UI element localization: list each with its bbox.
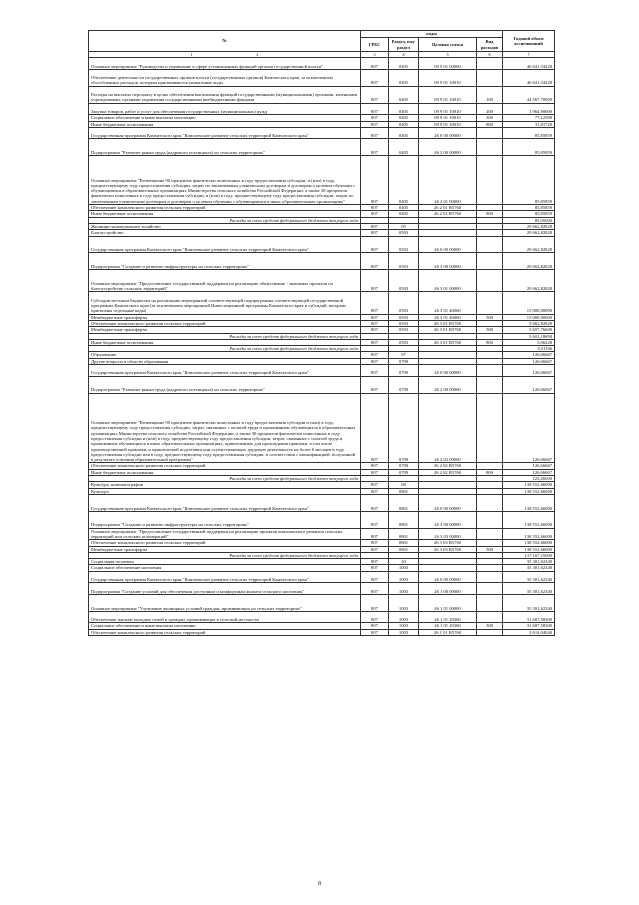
budget-table-body	[89, 52, 555, 636]
row-grbs: 807	[361, 211, 389, 217]
row-name: Государственная программа Камчатского края "Комплексное развитие сельских территорий Камчатского края"	[89, 365, 361, 377]
row-section: 0503	[389, 327, 419, 333]
row-target: 26 3 03 R5760	[419, 546, 477, 552]
colnum-2: 2	[256, 52, 259, 57]
colnum-6: 6	[477, 52, 503, 58]
row-sum: 85,00000	[503, 217, 555, 223]
row-sum: 85,85859	[503, 139, 555, 156]
colnum-4: 4	[389, 52, 419, 58]
row-name: Основное мероприятие "Возмещение 90 процентов фактически понесенных в году предоставления субсидии и (или) в году, предшествующему году предоставления субсидии, затрат, связанных с оплатой труда и проживанием обучающихся в образовательных организациях Министерства сельского хозяйства Российской Федерации, а также 30 процентов фактически понесенных в году предоставления субсидии и (или) в году, предшествующему году предоставления субсидии, затрат, связанных с оплатой труда и проживанием обучающихся в иных образовательных организациях, привлеченных для прохождения практики, в том числе производственной практики, и практической подготовки или осуществляющих трудовую деятельность не более 6 месяцев в году предоставления субсидии или в году, предшествующему году предоставления субсидии, в соответствии с квалификацией, полученной в результате освоения образовательной программы"	[89, 393, 361, 463]
row-name: Обеспечение комплексного развития сельских территорий	[89, 320, 361, 326]
table-row	[89, 629, 555, 635]
row-sum: 20 662,82828	[503, 230, 555, 236]
row-name: Иные бюджетные ассигнования	[89, 121, 361, 127]
row-name: Обеспечение жильем молодых семей и граждан, проживающих в сельской местности	[89, 611, 361, 623]
row-sum: 5 662,82828	[503, 320, 555, 326]
row-sum: 138 552,66000	[503, 511, 555, 528]
row-grbs: 807	[361, 469, 389, 475]
table-row	[89, 594, 555, 611]
row-sum: 126,66667	[503, 463, 555, 469]
row-grbs: 807	[361, 528, 389, 540]
row-section: 0503	[389, 339, 419, 345]
row-sum: 35 301,62340	[503, 583, 555, 595]
row-exptype: 100	[477, 86, 503, 103]
table-row	[89, 292, 555, 314]
row-exptype: 800	[477, 469, 503, 475]
row-grbs: 807	[361, 546, 389, 552]
row-sum: 126,66667	[503, 393, 555, 463]
row-section: 0503	[389, 253, 419, 270]
row-grbs: 807	[361, 583, 389, 595]
row-section: 0503	[389, 292, 419, 314]
row-target: 26 2 00 00000	[419, 376, 477, 393]
row-section: 1003	[389, 571, 419, 583]
row-exptype	[477, 511, 503, 528]
header-target: Целевая статья	[419, 38, 477, 52]
row-sum: 138 552,66000	[503, 540, 555, 546]
row-target: 09 9 01 10010	[419, 103, 477, 115]
row-name: Расходы за счет средств федерального бюджета текущего года	[89, 476, 361, 482]
row-target: 26 3 01 R5760	[419, 327, 477, 333]
row-exptype: 800	[477, 211, 503, 217]
row-name: Государственная программа Камчатского края "Комплексное развитие сельских территорий Камчатского края"	[89, 236, 361, 253]
header-name: №	[89, 31, 361, 52]
row-name: Субсидии местным бюджетам на реализацию мероприятий соответствующей подпрограммы соответствующей государственной программы Камчатского края (за исключением мероприятий Инвестиционной программы Камчатского края и субсидий, которым присвоены отдельные коды)	[89, 292, 361, 314]
row-grbs: 807	[361, 376, 389, 393]
row-grbs: 807	[361, 327, 389, 333]
header-section: Раздел, под-раздел	[389, 38, 419, 52]
row-name: Расходы за счет средств федерального бюджета текущего года	[89, 217, 361, 223]
row-sum: 31 687,58300	[503, 623, 555, 629]
row-name: Расходы за счет средств федерального бюджета текущего года	[89, 346, 361, 352]
row-section: 0405	[389, 86, 419, 103]
row-section: 0709	[389, 358, 419, 364]
row-grbs: 807	[361, 623, 389, 629]
header-grbs: ГРБС	[361, 38, 389, 52]
row-exptype: 300	[477, 623, 503, 629]
table-row	[89, 393, 555, 463]
row-grbs: 807	[361, 121, 389, 127]
row-sum: 31 687,58300	[503, 611, 555, 623]
row-section: 0405	[389, 205, 419, 211]
row-name: Закупка товаров, работ и услуг для обеспечения государственных (муниципальных) нужд	[89, 103, 361, 115]
row-exptype	[477, 139, 503, 156]
row-target: 26 2 02 R5760	[419, 463, 477, 469]
row-sum: 85,85859	[503, 205, 555, 211]
row-target: 26 0 00 00000	[419, 365, 477, 377]
row-target: 26 1 01 20360	[419, 611, 477, 623]
row-grbs: 807	[361, 230, 389, 236]
row-grbs: 807	[361, 320, 389, 326]
row-name: Социальное обеспечение и иные выплаты населению	[89, 115, 361, 121]
row-grbs: 807	[361, 494, 389, 511]
row-exptype: 500	[477, 546, 503, 552]
table-row	[89, 86, 555, 103]
row-sum: 126,66667	[503, 352, 555, 358]
row-sum: 35 301,62340	[503, 594, 555, 611]
row-grbs: 807	[361, 236, 389, 253]
row-target: 26 2 00 00000	[419, 139, 477, 156]
row-exptype	[477, 594, 503, 611]
table-row	[89, 270, 555, 292]
row-section: 0503	[389, 270, 419, 292]
row-target: 09 9 01 00000	[419, 58, 477, 70]
row-sum: 126,66667	[503, 469, 555, 475]
row-section: 1003	[389, 623, 419, 629]
row-name: Иные бюджетные ассигнования	[89, 211, 361, 217]
row-sum: 138 552,66000	[503, 546, 555, 552]
row-grbs: 807	[361, 253, 389, 270]
row-section: 0801	[389, 540, 419, 546]
row-section: 1003	[389, 583, 419, 595]
row-exptype	[477, 583, 503, 595]
row-grbs: 807	[361, 482, 389, 488]
row-exptype: 200	[477, 103, 503, 115]
row-name: Основное мероприятие "Предоставление государственной поддержки на реализацию общественно - значимых проектов по благоустройству сельских территорий"	[89, 270, 361, 292]
row-name: Расходы за счет средств федерального бюджета текущего года	[89, 333, 361, 339]
row-section: 0709	[389, 469, 419, 475]
header-volume: Годовой объем ассигнований	[503, 31, 555, 52]
row-target: 26 2 01 R5760	[419, 205, 477, 211]
row-grbs: 807	[361, 358, 389, 364]
row-sum: 20 662,82828	[503, 270, 555, 292]
row-exptype	[477, 571, 503, 583]
row-exptype	[477, 611, 503, 623]
row-sum: 20 662,82828	[503, 236, 555, 253]
row-section: 0405	[389, 211, 419, 217]
row-name: Обеспечение комплексного развития сельских территорий	[89, 540, 361, 546]
row-name: Подпрограмма "Создание и развитие инфраструктуры на сельских территориях"	[89, 511, 361, 528]
row-name: Образование	[89, 352, 361, 358]
row-sum: 35 301,62340	[503, 571, 555, 583]
row-name: Культура	[89, 488, 361, 494]
table-row	[89, 103, 555, 115]
row-sum: 35 301,62340	[503, 565, 555, 571]
row-name: Межбюджетные трансферты	[89, 314, 361, 320]
row-target: 26 2 01 R5760	[419, 211, 477, 217]
row-section: 0405	[389, 115, 419, 121]
row-target: 09 9 01 10010	[419, 115, 477, 121]
row-exptype	[477, 69, 503, 86]
table-row	[89, 139, 555, 156]
row-target: 26 0 00 00000	[419, 571, 477, 583]
row-exptype	[477, 528, 503, 540]
row-grbs: 807	[361, 393, 389, 463]
row-section: 0709	[389, 393, 419, 463]
row-section: 0405	[389, 121, 419, 127]
row-name: Основное мероприятие "Руководство и управление в сфере установленных функций органов государственной власти"	[89, 58, 361, 70]
row-sum: 31,81720	[503, 121, 555, 127]
table-row	[89, 127, 555, 139]
row-target: 26 3 01 R5760	[419, 339, 477, 345]
row-name: Обеспечение комплексного развития сельских территорий	[89, 463, 361, 469]
row-section: 0801	[389, 546, 419, 552]
row-sum: 138 552,66000	[503, 482, 555, 488]
table-row	[89, 253, 555, 270]
page-number: 8	[318, 881, 321, 887]
row-exptype	[477, 270, 503, 292]
row-exptype: 500	[477, 327, 503, 333]
row-section: 0405	[389, 156, 419, 205]
row-sum: 125,40000	[503, 476, 555, 482]
row-name: Государственная программа Камчатского края "Комплексное развитие сельских территорий Камчатского края"	[89, 571, 361, 583]
row-name: Основное мероприятие "Возмещение 90 процентов фактически понесенных в году предоставления субсидии, и (или) в году, предшествующему году предоставления субсидии, затрат по заключенным ученическим договорам и договорам о целевом обучении с обучающимися в образовательных организациях Министерства сельского хозяйства Российской Федерации, а также 30 процентов фактически понесенных в году предоставления субсидии, и (или) в году, предшествующему году предоставления субсидии, затрат по заключенным ученическим договорам и договорам о целевом обучении с обучающимися в иных образовательных организациях"	[89, 156, 361, 205]
row-grbs: 807	[361, 559, 389, 565]
row-exptype: 800	[477, 121, 503, 127]
row-target: 26 1 01 00000	[419, 594, 477, 611]
row-exptype	[477, 292, 503, 314]
row-exptype	[477, 494, 503, 511]
row-sum: 138 552,66000	[503, 488, 555, 494]
row-target: 26 3 03 00000	[419, 528, 477, 540]
row-exptype	[477, 629, 503, 635]
row-sum: 44 567,70000	[503, 86, 555, 103]
row-section: 0801	[389, 528, 419, 540]
row-exptype	[477, 365, 503, 377]
row-grbs: 807	[361, 511, 389, 528]
row-section: 1003	[389, 594, 419, 611]
row-grbs: 807	[361, 314, 389, 320]
table-row	[89, 236, 555, 253]
row-section: 0801	[389, 511, 419, 528]
row-target: 26 0 00 00000	[419, 494, 477, 511]
row-target: 26 3 01 40060	[419, 292, 477, 314]
row-sum: 46 641,54220	[503, 58, 555, 70]
row-grbs: 807	[361, 352, 389, 358]
row-section: 10	[389, 559, 419, 565]
row-sum: 77,12500	[503, 115, 555, 121]
row-grbs: 807	[361, 611, 389, 623]
row-section: 0709	[389, 365, 419, 377]
row-name: Основное мероприятие "Улучшение жилищных условий граждан, проживающих на сельских территориях"	[89, 594, 361, 611]
row-sum: 3 614,04040	[503, 629, 555, 635]
row-target: 26 3 00 00000	[419, 511, 477, 528]
row-sum: 126,66667	[503, 376, 555, 393]
row-section: 1003	[389, 611, 419, 623]
row-grbs: 807	[361, 339, 389, 345]
row-sum: 5 601,18894	[503, 333, 555, 339]
row-name: Подпрограмма "Развитие рынка труда (кадрового потенциала) на сельских территориях"	[89, 376, 361, 393]
row-name: Подпрограмма "Создание условий для обеспечения доступным и комфортным жильем сельского населения"	[89, 583, 361, 595]
table-row	[89, 611, 555, 623]
row-grbs: 807	[361, 86, 389, 103]
row-name: Обеспечение комплексного развития сельских территорий	[89, 629, 361, 635]
row-name: Расходы на выплаты персоналу в целях обеспечения выполнения функций государственными (муниципальными) органами, казенными учреждениями, органами управления государственными внебюджетными фондами	[89, 86, 361, 103]
row-target: 26 3 01 00000	[419, 270, 477, 292]
row-target: 26 2 02 00000	[419, 393, 477, 463]
table-row	[89, 376, 555, 393]
row-section: 05	[389, 223, 419, 229]
row-sum: 138 552,66000	[503, 494, 555, 511]
row-section: 0405	[389, 69, 419, 86]
row-section: 0709	[389, 463, 419, 469]
table-row	[89, 69, 555, 86]
row-sum: 85,85859	[503, 211, 555, 217]
row-name: Культура, кинематография	[89, 482, 361, 488]
row-exptype	[477, 127, 503, 139]
row-sum: 1 964,90000	[503, 103, 555, 115]
row-name: Межбюджетные трансферты	[89, 327, 361, 333]
row-sum: 5 657,76600	[503, 327, 555, 333]
table-row	[89, 583, 555, 595]
row-exptype	[477, 253, 503, 270]
row-grbs: 807	[361, 488, 389, 494]
row-grbs: 807	[361, 127, 389, 139]
row-grbs: 807	[361, 594, 389, 611]
row-target: 26 1 01 20360	[419, 623, 477, 629]
row-name: Межбюджетные трансферты	[89, 546, 361, 552]
row-grbs: 807	[361, 571, 389, 583]
row-sum: 35 301,62340	[503, 559, 555, 565]
row-section: 0503	[389, 314, 419, 320]
row-section: 0801	[389, 488, 419, 494]
budget-table	[88, 30, 555, 636]
row-exptype: 500	[477, 314, 503, 320]
row-sum: 138 552,66000	[503, 528, 555, 540]
table-row	[89, 365, 555, 377]
row-grbs: 807	[361, 58, 389, 70]
header-exptype: Вид расходов	[477, 38, 503, 52]
row-name: Государственная программа Камчатского края "Комплексное развитие сельских территорий Камчатского края"	[89, 494, 361, 511]
row-exptype	[477, 393, 503, 463]
row-target: 09 9 01 10010	[419, 86, 477, 103]
table-row	[89, 494, 555, 511]
row-exptype: 300	[477, 115, 503, 121]
row-sum: 126,66667	[503, 365, 555, 377]
row-name: Социальное обеспечение и иные выплаты населению	[89, 623, 361, 629]
row-grbs: 807	[361, 270, 389, 292]
row-sum: 15 000,00000	[503, 314, 555, 320]
row-name: Обеспечение комплексного развития сельских территорий	[89, 205, 361, 211]
row-sum: 137 167,10000	[503, 552, 555, 558]
colnum-7: 7	[503, 52, 555, 58]
row-name: Социальная политика	[89, 559, 361, 565]
row-sum: 5,01166	[503, 346, 555, 352]
row-target: 26 0 00 00000	[419, 127, 477, 139]
row-target: 26 3 01 40060	[419, 314, 477, 320]
row-target: 26 3 03 R5760	[419, 540, 477, 546]
row-target: 09 9 01 10010	[419, 69, 477, 86]
table-row	[89, 511, 555, 528]
row-name: Расходы за счет средств федерального бюджета текущего года	[89, 552, 361, 558]
row-sum: 5,06228	[503, 339, 555, 345]
colnum-1: 1	[190, 52, 193, 57]
row-sum: 126,66667	[503, 358, 555, 364]
row-grbs: 807	[361, 205, 389, 211]
row-grbs: 807	[361, 629, 389, 635]
row-exptype	[477, 376, 503, 393]
row-grbs: 807	[361, 69, 389, 86]
row-name: Иные бюджетные ассигнования	[89, 469, 361, 475]
row-grbs: 807	[361, 103, 389, 115]
header-codes: коды	[361, 31, 503, 38]
row-exptype: 800	[477, 339, 503, 345]
row-section: 0503	[389, 236, 419, 253]
row-exptype	[477, 156, 503, 205]
table-row	[89, 156, 555, 205]
row-section: 07	[389, 352, 419, 358]
row-grbs: 807	[361, 115, 389, 121]
row-exptype	[477, 58, 503, 70]
row-target: 26 2 01 00000	[419, 156, 477, 205]
table-row	[89, 58, 555, 70]
row-sum: 46 641,54220	[503, 69, 555, 86]
row-name: Обеспечение деятельности государственных органов власти (государственных органов) Камчатского края, за исключением обособленных расходов, которым присваиваются уникальные коды	[89, 69, 361, 86]
row-grbs: 807	[361, 139, 389, 156]
row-sum: 20 662,82828	[503, 253, 555, 270]
row-name: Государственная программа Камчатского края "Комплексное развитие сельских территорий Камчатского края"	[89, 127, 361, 139]
table-row	[89, 528, 555, 540]
row-target: 26 2 02 R5760	[419, 469, 477, 475]
row-section: 0405	[389, 127, 419, 139]
row-name: Жилищно-коммунальное хозяйство	[89, 223, 361, 229]
row-section: 0503	[389, 320, 419, 326]
row-sum: 20 662,82828	[503, 223, 555, 229]
row-name: Подпрограмма "Развитие рынка труда (кадрового потенциала) на сельских территориях"	[89, 139, 361, 156]
colnum-5: 5	[419, 52, 477, 58]
row-section: 0709	[389, 376, 419, 393]
table-row	[89, 571, 555, 583]
row-target: 09 9 01 10010	[419, 121, 477, 127]
row-target: 26 3 01 R5760	[419, 320, 477, 326]
row-grbs: 807	[361, 463, 389, 469]
row-name: Основное мероприятие "Предоставление государственной поддержки на реализацию проектов комплексного развития сельских территорий или сельских агломераций"	[89, 528, 361, 540]
row-name: Иные бюджетные ассигнования	[89, 339, 361, 345]
row-grbs: 807	[361, 565, 389, 571]
row-grbs: 807	[361, 365, 389, 377]
row-grbs: 807	[361, 292, 389, 314]
row-name: Другие вопросы в области образования	[89, 358, 361, 364]
row-target: 26 1 00 00000	[419, 583, 477, 595]
row-grbs: 807	[361, 540, 389, 546]
row-target: 26 3 00 00000	[419, 253, 477, 270]
row-section: 1003	[389, 629, 419, 635]
row-section: 0405	[389, 58, 419, 70]
row-section: 0503	[389, 230, 419, 236]
row-sum: 85,85859	[503, 156, 555, 205]
row-section: 08	[389, 482, 419, 488]
row-section: 0405	[389, 103, 419, 115]
row-sum: 85,85859	[503, 127, 555, 139]
row-target: 26 0 00 00000	[419, 236, 477, 253]
colnum-3: 3	[361, 52, 389, 58]
row-name: Благоустройство	[89, 230, 361, 236]
budget-table-sheet	[88, 30, 554, 636]
row-section: 0801	[389, 494, 419, 511]
row-name: Подпрограмма "Создание и развитие инфраструктуры на сельских территориях"	[89, 253, 361, 270]
row-sum: 15 000,00000	[503, 292, 555, 314]
row-name: Социальное обеспечение населения	[89, 565, 361, 571]
row-grbs: 807	[361, 156, 389, 205]
row-grbs: 807	[361, 223, 389, 229]
row-section: 1003	[389, 565, 419, 571]
row-section: 0405	[389, 139, 419, 156]
row-exptype	[477, 236, 503, 253]
row-target: 26 1 01 R5760	[419, 629, 477, 635]
